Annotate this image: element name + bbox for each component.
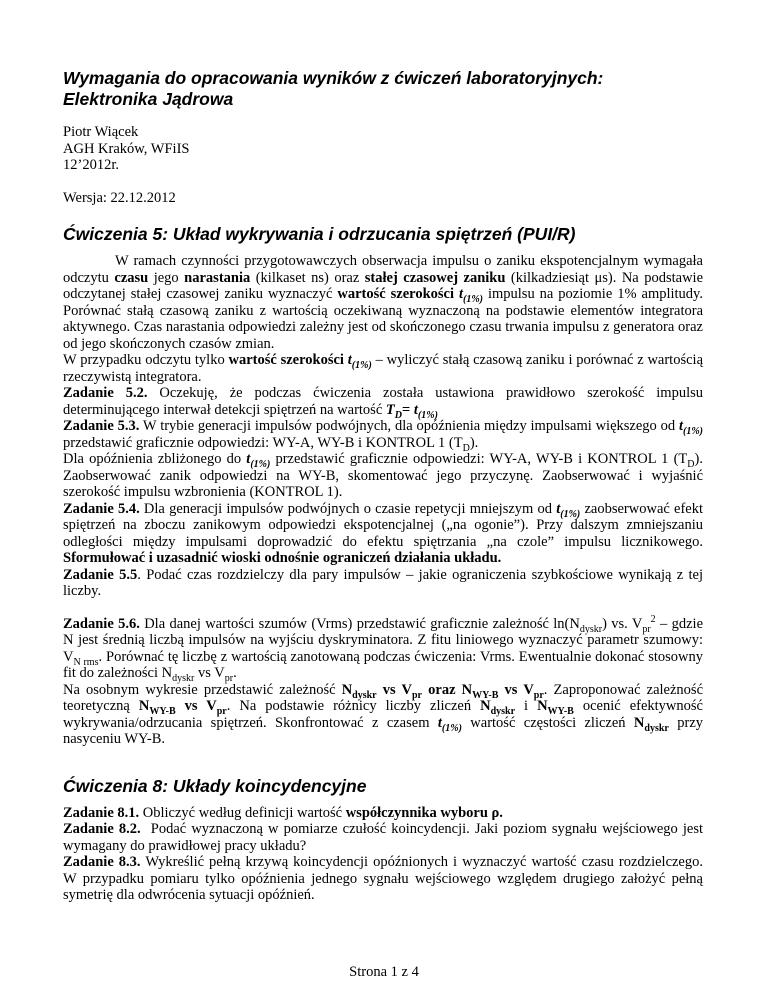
task-label: Zadanie 5.4.: [63, 500, 140, 517]
task-5-2: Zadanie 5.2. Oczekuję, że podczas ćwiczenia została ustawiona prawidłowo szerokość impulsu determinującego interwał detekcji spiętrzeń na wartość $T_D= t_{(1\%)}$: [63, 385, 703, 421]
task-label: Zadanie 5.2.: [63, 385, 148, 401]
task-5-6: Zadanie 5.6. Dla danej wartości szumów (Vrms) przedstawić graficznie zależność $\ln(N_{dyskr})$ vs. $V_{pr}^2$ – gdzie N jest średnią liczbą impulsów na wyjściu dyskryminatora. Z fitu liniowego wyznaczyć parametr szumowy: $V_{N rms}$. Porównać tę liczbę z wartością zanotowaną podczas ćwiczenia: Vrms. Ewentualnie dokonać stosowny fit do zależności $N_{dyskr}$ vs $V_{pr}$.: [63, 613, 704, 684]
section-5-width-paragraph: W przypadku odczytu tylko wartość szerokości $t_{(1\%)}$ – wyliczyć stałą czasową zaniku i porównać z wartością rzeczywistą integratora.: [63, 352, 704, 385]
author-block: [63, 124, 703, 174]
task-5-4: Zadanie 5.4. Dla generacji impulsów podwójnych o czasie repetycji mniejszym od $t_{(1\%)}$ zaobserwować efekt spiętrzeń na zboczu zanikowym odpowiedzi ekspotencjalnej („na ogonie”). Przy dalszym zmniejszaniu odległości między impulsami doprowadzić do efektu spiętrzania „na czole” impulsu licznikowego. Sformułować i uzasadnić wioski odnośnie ograniczeń działania układu.: [63, 500, 703, 566]
task-label: Zadanie 8.1.: [63, 804, 140, 821]
task-5-6-continued: Na osobnym wykresie przedstawić zależność $N_{dyskr}$ vs $V_{pr}$ oraz $N_{WY-B}$ vs $V_{pr}$. Zaproponować zależność teoretyczną $N_{WY-B}$ vs $V_{pr}$. Na podstawie różnicy liczby zliczeń $N_{dyskr}$ i $N_{WY-B}$ ocenić efektywność wykrywania/odrzucania spiętrzeń. Skonfrontować z czasem $t_{(1\%)}$ wartość częstości zliczeń $N_{dyskr}$ przy nasyceniu WY-B.: [63, 681, 704, 747]
section-5-body: [63, 253, 703, 748]
page-footer: Strona 1 z 4: [349, 964, 419, 980]
task-label: Zadanie 5.5: [63, 566, 138, 583]
task-label: Zadanie 5.3.: [63, 418, 140, 434]
task-5-5: Zadanie 5.5. Podać czas rozdzielczy dla pary impulsów – jakie ograniczenia szybkościowe wynikają z tej liczby.: [63, 566, 704, 599]
section-8-body: [63, 804, 707, 904]
task-label: Zadanie 8.2.: [63, 821, 141, 837]
date: 12’2012r.: [63, 157, 119, 173]
task-8-3: Zadanie 8.3. Wykreślić pełną krzywą koincydencji opóźnionych i wyznaczyć wartość czasu rozdzielczego. W przypadku pomiaru tylko opóźnienia jednego sygnału wejściowego względem drugiego założyć pełną symetrię dla odwrócenia sytuacji opóźnień.: [63, 854, 703, 903]
task-label: Zadanie 8.3.: [63, 854, 141, 870]
affiliation: AGH Kraków, WFiIS: [63, 140, 190, 157]
section-5-intro-paragraph: W ramach czynności przygotowawczych obserwacja impulsu o zaniku ekspotencjalnym wymagała odczytu czasu jego narastania (kilkaset ns) oraz stałej czasowej zaniku (kilkadziesiąt μs). Na podstawie odczytanej stałej czasowej zaniku wyznaczyć wartość szerokości $t_{(1\%)}$ impulsu na poziomie 1% amplitudy. Porównać stałą czasową zaniku z wartością oczekiwaną wyznaczoną na podstawie elementów integratora aktywnego. Czas narastania odpowiedzi zależny jest od skończonego czasu trwania impulsu z generatora oraz od jego skończonych czasów zmian.: [63, 253, 704, 352]
task-5-3: Zadanie 5.3. W trybie generacji impulsów podwójnych, dla opóźnienia między impulsami większego od $t_{(1\%)}$ przedstawić graficznie odpowiedzi: WY-A, WY-B i KONTROL 1 $(T_D)$.: [63, 418, 703, 454]
title-line-1: Wymagania do opracowania wyników z ćwiczeń laboratoryjnych:: [63, 68, 604, 88]
version: Wersja: 22.12.2012: [63, 189, 176, 206]
document-title: [63, 68, 703, 110]
task-8-2: Zadanie 8.2. Podać wyznaczoną w pomiarze czułość koincydencji. Jaki poziom sygnału wejściowego jest wymagany do prawidłowej pracy układu?: [63, 821, 707, 854]
task-label: Zadanie 5.6.: [63, 615, 140, 632]
section-8-heading: Ćwiczenia 8: Układy koincydencyjne: [63, 775, 367, 796]
author: Piotr Wiącek: [63, 124, 139, 140]
document-page: [63, 68, 707, 904]
section-5-heading: Ćwiczenia 5: Układ wykrywania i odrzucania spiętrzeń (PUI/R): [63, 224, 576, 244]
task-5-3-continued: Dla opóźnienia zbliżonego do $t_{(1\%)}$ przedstawić graficznie odpowiedzi: WY-A, WY-B i KONTROL 1 $(T_D)$. Zaobserwować zanik odpowiedzi na WY-B, skomentować jego przyczynę. Zaobserwować i wyjaśnić szerokość impulsu wzbronienia (KONTROL 1).: [63, 451, 703, 500]
title-line-2: Elektronika Jądrowa: [63, 89, 234, 109]
task-8-1: Zadanie 8.1. Obliczyć według definicji wartość współczynnika wyboru ρ.: [63, 804, 503, 821]
